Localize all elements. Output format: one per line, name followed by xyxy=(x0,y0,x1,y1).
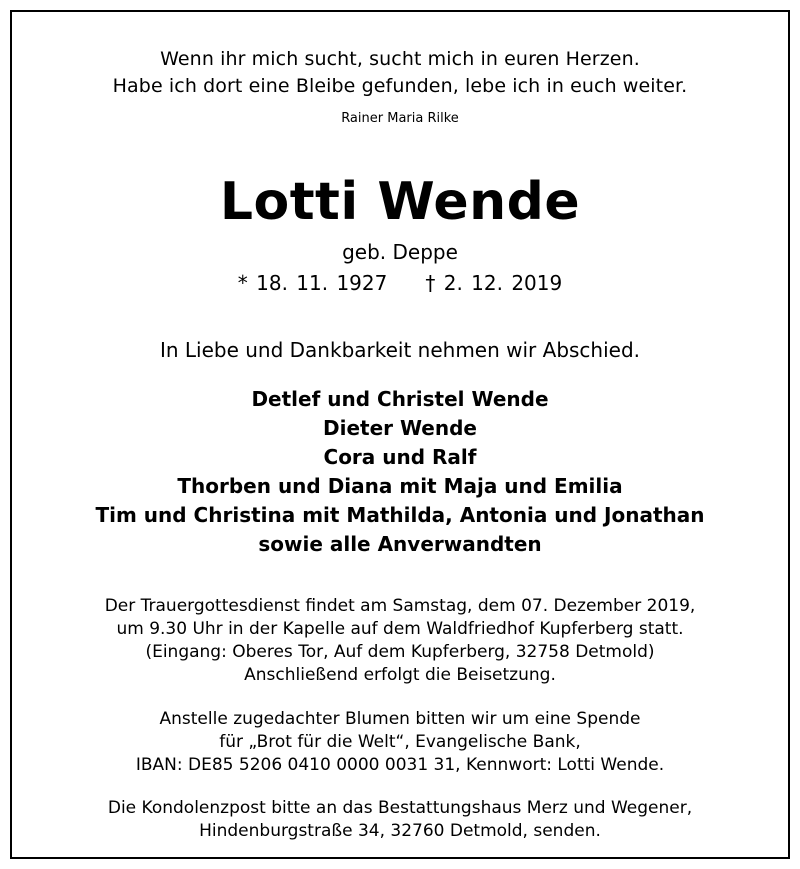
condolence-info-line: Hindenburgstraße 34, 32760 Detmold, senden. xyxy=(199,821,601,841)
deceased-name: Lotti Wende xyxy=(219,172,581,232)
mourner-line: Detlef und Christel Wende xyxy=(251,387,549,411)
donation-info-line: Anstelle zugedachter Blumen bitten wir um eine Spende xyxy=(159,709,641,729)
mourner-line: Cora und Ralf xyxy=(323,445,477,469)
service-info-line: Der Trauergottesdienst findet am Samstag, dem 07. Dezember 2019, xyxy=(104,596,696,616)
service-info-line: Anschließend erfolgt die Beisetzung. xyxy=(244,665,556,685)
donation-info-line: für „Brot für die Welt“, Evangelische Bank, xyxy=(219,732,581,752)
mourner-line: Tim und Christina mit Mathilda, Antonia und Jonathan xyxy=(95,503,705,527)
quote-line: Habe ich dort eine Bleibe gefunden, lebe ich in euch weiter. xyxy=(112,75,688,97)
mourner-line: sowie alle Anverwandten xyxy=(258,532,542,556)
quote-author: Rainer Maria Rilke xyxy=(341,111,459,126)
death-date: † 2. 12. 2019 xyxy=(425,271,563,295)
mourner-line: Dieter Wende xyxy=(322,416,477,440)
maiden-name: geb. Deppe xyxy=(342,240,458,264)
mourner-line: Thorben und Diana mit Maja und Emilia xyxy=(177,474,623,498)
donation-info-line: IBAN: DE85 5206 0410 0000 0031 31, Kennwort: Lotti Wende. xyxy=(135,755,665,775)
service-info-line: (Eingang: Oberes Tor, Auf dem Kupferberg, 32758 Detmold) xyxy=(145,642,655,662)
farewell-text: In Liebe und Dankbarkeit nehmen wir Abschied. xyxy=(159,338,641,362)
quote-line: Wenn ihr mich sucht, sucht mich in euren Herzen. xyxy=(160,48,640,70)
condolence-info-line: Die Kondolenzpost bitte an das Bestattungshaus Merz und Wegener, xyxy=(107,798,693,818)
birth-date: * 18. 11. 1927 xyxy=(237,271,388,295)
service-info-line: um 9.30 Uhr in der Kapelle auf dem Waldfriedhof Kupferberg statt. xyxy=(116,619,684,639)
life-dates xyxy=(0,271,800,295)
